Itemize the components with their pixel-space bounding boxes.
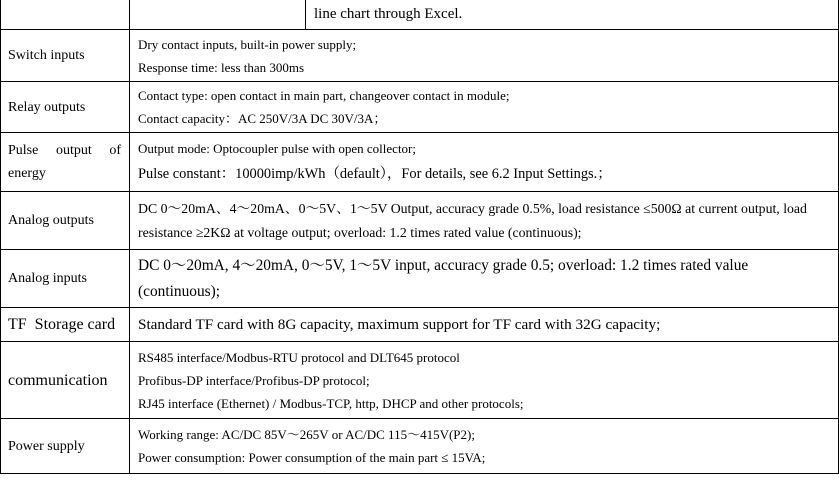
row-label-communication: communication: [1, 342, 130, 419]
value-line: RS485 interface/Modbus-RTU protocol and DLT645 protocol: [138, 349, 460, 365]
row-label-tf-storage: TF Storage card: [1, 308, 130, 342]
table-row-power-supply: [1, 419, 839, 474]
value-line: Power consumption: Power consumption of the main part ≤ 15VA;: [138, 450, 486, 465]
value-text: DC 0～20mA、4～20mA、0～5V、1～5V Output, accuracy grade 0.5%, load resistance ≤500Ω at current output, load resistance ≥2KΩ at voltage output; overload: 1.2 times rated value (continuous);: [138, 200, 807, 240]
table-row-chart-note: [1, 0, 839, 30]
table-row-communication: [1, 342, 839, 419]
value-line: Profibus-DP interface/Profibus-DP protocol;: [138, 372, 370, 388]
value-line: Working range: AC/DC 85V～265V or AC/DC 115～415V(P2);: [138, 427, 475, 442]
value-text: Standard TF card with 8G capacity, maximum support for TF card with 32G capacity;: [138, 315, 661, 333]
value-line: RJ45 interface (Ethernet) / Modbus-TCP, http, DHCP and other protocols;: [138, 395, 524, 411]
row-value-switch-inputs: [130, 30, 839, 82]
row-value-cell: [130, 0, 839, 30]
row-label-line: energy: [8, 166, 46, 181]
value-line: Dry contact inputs, built-in power supply;: [138, 36, 357, 52]
row-value-analog-outputs: [130, 192, 839, 250]
row-value-power-supply: [130, 419, 839, 474]
value-line: Response time: less than 300ms: [138, 59, 305, 75]
row-label-relay-outputs: Relay outputs: [1, 82, 130, 133]
row-value-communication: [130, 342, 839, 419]
table-row-relay-outputs: [1, 82, 839, 133]
row-value-pulse-output: [130, 133, 839, 192]
value-line: Output mode: Optocoupler pulse with open collector;: [138, 140, 416, 156]
table-row-pulse-output: [1, 133, 839, 192]
row-value-relay-outputs: [130, 82, 839, 133]
row-value-tf-storage: [130, 308, 839, 342]
row-label-power-supply: Power supply: [1, 419, 130, 474]
table-row-analog-outputs: [1, 192, 839, 250]
row-label-cell-empty: [1, 0, 130, 30]
table-row-switch-inputs: [1, 30, 839, 82]
chart-note-text: line chart through Excel.: [314, 6, 463, 22]
table-row-tf-storage: [1, 308, 839, 342]
row-label-pulse-output: [1, 133, 130, 192]
table-row-analog-inputs: [1, 250, 839, 308]
value-line: Contact type: open contact in main part, changeover contact in module;: [138, 88, 510, 103]
row-value-analog-inputs: [130, 250, 839, 308]
value-text: DC 0～20mA, 4～20mA, 0～5V, 1～5V input, accuracy grade 0.5; overload: 1.2 times rated value (continuous);: [138, 256, 749, 300]
row-label-analog-inputs: Analog inputs: [1, 250, 130, 308]
row-label-switch-inputs: Switch inputs: [1, 30, 130, 82]
row-label-line: Pulse output of: [8, 143, 121, 158]
value-line: Contact capacity：AC 250V/3A DC 30V/3A；: [138, 111, 387, 126]
row-label-analog-outputs: Analog outputs: [1, 192, 130, 250]
value-line: Pulse constant：10000imp/kWh（default），For details, see 6.2 Input Settings.；: [138, 165, 612, 182]
